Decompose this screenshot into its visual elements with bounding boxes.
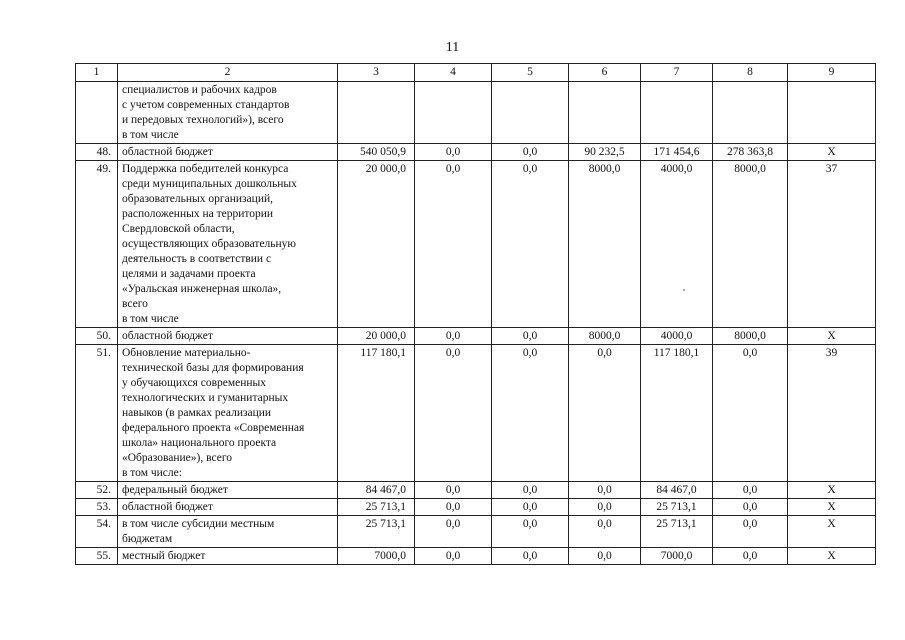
value-cell	[713, 82, 788, 144]
description-cell: областной бюджет	[118, 499, 338, 516]
value-cell: 0,0	[415, 499, 492, 516]
value-cell: 0,0	[492, 161, 569, 328]
page-number: 11	[445, 40, 460, 55]
value-cell: 25 713,1	[641, 516, 713, 548]
value-cell	[338, 82, 415, 144]
value-cell: 25 713,1	[338, 499, 415, 516]
row-number-cell: 55.	[76, 548, 118, 565]
value-cell: 0,0	[415, 548, 492, 565]
row-number-cell: 53.	[76, 499, 118, 516]
value-cell	[415, 82, 492, 144]
value-cell: 0,0	[415, 482, 492, 499]
value-cell: 0,0	[415, 161, 492, 328]
value-cell: 0,0	[713, 345, 788, 482]
value-cell: 0,0	[569, 482, 641, 499]
table-row	[76, 144, 876, 161]
value-cell: 0,0	[492, 144, 569, 161]
value-cell: 8000,0	[569, 161, 641, 328]
table-row	[76, 499, 876, 516]
description-cell: местный бюджет	[118, 548, 338, 565]
row-number-cell: 50.	[76, 328, 118, 345]
header-cell: 7	[641, 64, 713, 82]
value-cell: 117 180,1	[338, 345, 415, 482]
description-cell: в том числе субсидии местным бюджетам	[118, 516, 338, 548]
header-cell: 8	[713, 64, 788, 82]
value-cell: 84 467,0	[338, 482, 415, 499]
row-number-cell: 52.	[76, 482, 118, 499]
value-cell	[569, 82, 641, 144]
value-cell: 4000,0	[641, 328, 713, 345]
value-cell: 84 467,0	[641, 482, 713, 499]
value-cell: 0,0	[415, 144, 492, 161]
row-number-cell: 51.	[76, 345, 118, 482]
value-cell: X	[788, 328, 876, 345]
value-cell: 0,0	[492, 516, 569, 548]
header-cell: 6	[569, 64, 641, 82]
value-cell: 8000,0	[713, 328, 788, 345]
value-cell: 0,0	[415, 345, 492, 482]
value-cell: 8000,0	[569, 328, 641, 345]
value-cell: 117 180,1	[641, 345, 713, 482]
value-cell: X	[788, 499, 876, 516]
table-row	[76, 548, 876, 565]
value-cell: 278 363,8	[713, 144, 788, 161]
table-row	[76, 161, 876, 328]
row-number-cell: 48.	[76, 144, 118, 161]
value-cell: 0,0	[492, 548, 569, 565]
value-cell: 0,0	[569, 345, 641, 482]
value-cell: X	[788, 548, 876, 565]
description-cell: специалистов и рабочих кадров с учетом современных стандартов и передовых технологий»), всего в том числе	[118, 82, 338, 144]
value-cell: 4000,0	[641, 161, 713, 328]
value-cell: 0,0	[569, 499, 641, 516]
description-cell: областной бюджет	[118, 144, 338, 161]
value-cell: 37	[788, 161, 876, 328]
value-cell: 540 050,9	[338, 144, 415, 161]
description-cell: Поддержка победителей конкурса среди муниципальных дошкольных образовательных организаций, расположенных на территории Свердловской области, осуществляющих образовательную деятельность в соответствии с целями и задачами проекта «Уральская инженерная школа», всего в том числе	[118, 161, 338, 328]
row-number-cell: 49.	[76, 161, 118, 328]
row-number-cell	[76, 82, 118, 144]
value-cell	[641, 82, 713, 144]
budget-table	[75, 63, 876, 565]
header-cell: 5	[492, 64, 569, 82]
value-cell: 0,0	[492, 482, 569, 499]
column-number-row	[76, 64, 876, 82]
table-row	[76, 82, 876, 144]
header-cell: 4	[415, 64, 492, 82]
value-cell: 0,0	[492, 328, 569, 345]
value-cell: 0,0	[492, 499, 569, 516]
description-cell: областной бюджет	[118, 328, 338, 345]
value-cell: 20 000,0	[338, 328, 415, 345]
header-cell: 2	[118, 64, 338, 82]
value-cell: 39	[788, 345, 876, 482]
scan-speck	[683, 289, 685, 291]
value-cell	[492, 82, 569, 144]
value-cell: 0,0	[713, 548, 788, 565]
value-cell: 0,0	[569, 516, 641, 548]
value-cell	[788, 82, 876, 144]
header-cell: 9	[788, 64, 876, 82]
value-cell: 171 454,6	[641, 144, 713, 161]
value-cell: X	[788, 482, 876, 499]
value-cell: 0,0	[713, 499, 788, 516]
table-row	[76, 482, 876, 499]
value-cell: 25 713,1	[641, 499, 713, 516]
value-cell: 0,0	[492, 345, 569, 482]
table-row	[76, 516, 876, 548]
row-number-cell: 54.	[76, 516, 118, 548]
header-cell: 1	[76, 64, 118, 82]
value-cell: X	[788, 516, 876, 548]
header-cell: 3	[338, 64, 415, 82]
value-cell: 25 713,1	[338, 516, 415, 548]
table-row	[76, 345, 876, 482]
value-cell: 0,0	[713, 516, 788, 548]
table-row	[76, 328, 876, 345]
description-cell: Обновление материально- технической базы для формирования у обучающихся современных технологических и гуманитарных навыков (в рамках реализации федерального проекта «Современная школа» национального проекта «Образование»), всего в том числе:	[118, 345, 338, 482]
value-cell: 8000,0	[713, 161, 788, 328]
table-body	[76, 82, 876, 565]
value-cell: 0,0	[415, 516, 492, 548]
value-cell: X	[788, 144, 876, 161]
value-cell: 90 232,5	[569, 144, 641, 161]
value-cell: 20 000,0	[338, 161, 415, 328]
value-cell: 7000,0	[338, 548, 415, 565]
value-cell: 0,0	[713, 482, 788, 499]
description-cell: федеральный бюджет	[118, 482, 338, 499]
value-cell: 7000,0	[641, 548, 713, 565]
value-cell: 0,0	[569, 548, 641, 565]
value-cell: 0,0	[415, 328, 492, 345]
